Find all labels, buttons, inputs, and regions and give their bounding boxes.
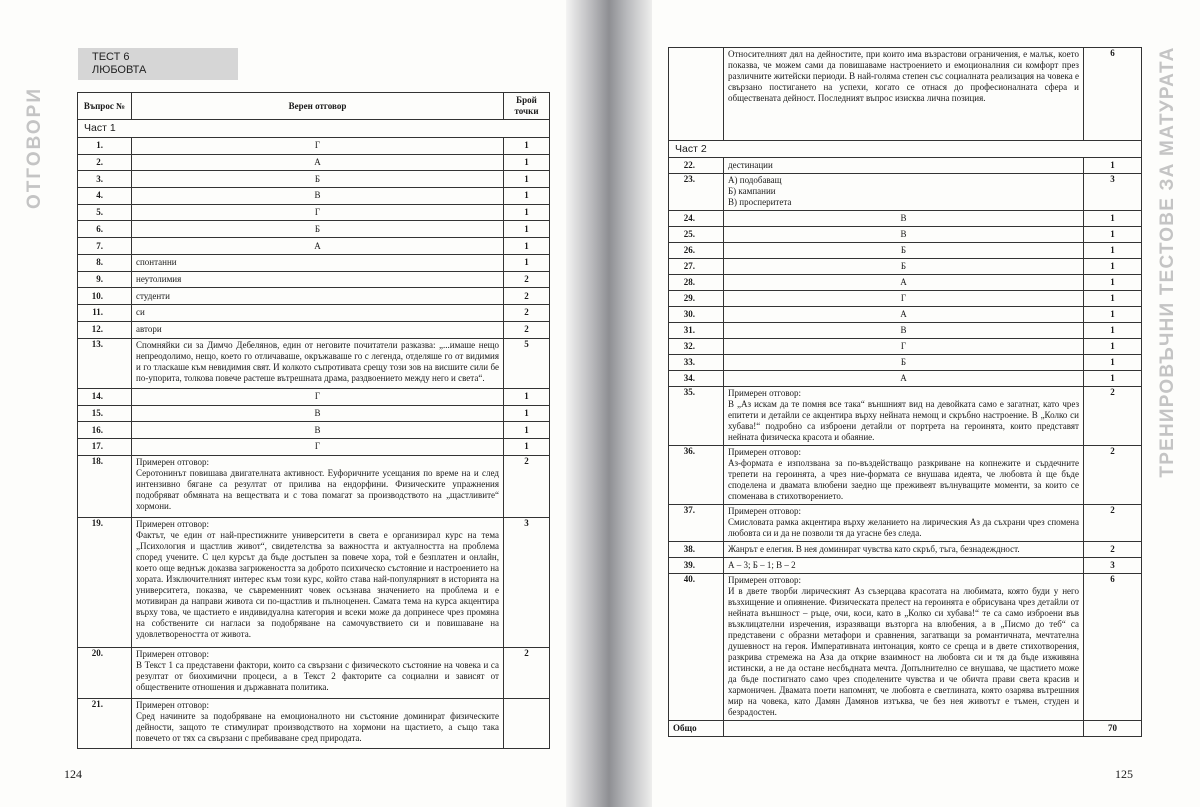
answer-text: Г [724, 291, 1084, 307]
answer-row [78, 388, 550, 405]
question-number: 31. [669, 323, 724, 339]
answer-lead: Примерен отговор: [728, 506, 802, 516]
answer-row [78, 321, 550, 338]
answer-row [78, 137, 550, 154]
question-number: 2. [78, 154, 132, 171]
answer-text [724, 446, 1084, 505]
part2-label: Част 2 [669, 141, 1142, 158]
answer-text: В [132, 405, 504, 422]
answer-text: Г [724, 339, 1084, 355]
total-row [669, 721, 1142, 737]
answer-lead: Примерен отговор: [136, 456, 210, 467]
answer-text: студенти [132, 288, 504, 305]
points-value: 1 [504, 204, 550, 221]
total-points: 70 [1084, 721, 1142, 737]
points-value: 3 [1084, 558, 1142, 574]
answer-row [78, 305, 550, 322]
points-value: 5 [504, 338, 550, 388]
points-value: 1 [1084, 211, 1142, 227]
page-number-right: 125 [1115, 767, 1133, 781]
points-value: 2 [1084, 387, 1142, 446]
answer-text: Б [132, 221, 504, 238]
answer-row [78, 238, 550, 255]
side-label-answers: ОТГОВОРИ [24, 86, 45, 210]
answer-text: неутолимия [132, 271, 504, 288]
question-number: 38. [669, 542, 724, 558]
question-number: 9. [78, 271, 132, 288]
question-number: 27. [669, 259, 724, 275]
points-value [504, 698, 550, 748]
answer-row [669, 323, 1142, 339]
total-label: Общо [669, 721, 724, 737]
points-value: 1 [504, 187, 550, 204]
points-value: 1 [504, 388, 550, 405]
answer-body: Сред начините за подобряване на емоционалното ни състояние доминират физическите дейности, защото те стимулират производството на хормони на щастието, а също така повечето от тях са свързани с пребиваване сред природата. [136, 710, 499, 743]
question-number: 16. [78, 422, 132, 439]
points-value: 1 [504, 137, 550, 154]
answer-row [669, 291, 1142, 307]
points-value: 1 [1084, 323, 1142, 339]
question-number: 35. [669, 387, 724, 446]
answer-row [669, 542, 1142, 558]
question-number: 15. [78, 405, 132, 422]
question-number: 11. [78, 305, 132, 322]
answer-row [669, 339, 1142, 355]
answer-text [132, 517, 504, 648]
answer-row [669, 259, 1142, 275]
part1-label: Част 1 [78, 120, 550, 138]
question-number: 13. [78, 338, 132, 388]
answer-row [669, 243, 1142, 259]
points-value: 2 [504, 288, 550, 305]
question-number: 4. [78, 187, 132, 204]
points-value: 1 [504, 254, 550, 271]
points-value: 1 [1084, 243, 1142, 259]
question-number: 36. [669, 446, 724, 505]
answer-row [78, 204, 550, 221]
question-number: 23. [669, 174, 724, 211]
points-value: 2 [504, 455, 550, 517]
test-subtitle: ЛЮБОВТА [92, 64, 147, 76]
question-number: 1. [78, 137, 132, 154]
answer-lead: Примерен отговор: [136, 699, 210, 710]
answer-body: В Текст 1 са представени фактори, които са свързани с физическото състояние на човека и са резултат от биохимични процеси, а в Текст 2 факторите са социални и зависят от обществените отношения и държавната политика. [136, 660, 499, 693]
answer-row [669, 355, 1142, 371]
answer-text [724, 505, 1084, 542]
answer-row [78, 221, 550, 238]
header-points: Брой точки [504, 93, 550, 120]
answer-text: А – 3; Б – 1; В – 2 [724, 558, 1084, 574]
answer-row [78, 698, 550, 748]
points-value: 1 [504, 238, 550, 255]
answer-lead: Примерен отговор: [728, 575, 802, 585]
answer-text: А [724, 307, 1084, 323]
question-number: 34. [669, 371, 724, 387]
answer-row [78, 154, 550, 171]
points-value: 2 [504, 648, 550, 698]
question-number: 25. [669, 227, 724, 243]
answer-body: А) подобаващ Б) кампании В) просперитета [728, 175, 792, 207]
header-question: Въпрос № [78, 93, 132, 120]
answer-row [78, 338, 550, 388]
answer-text [132, 698, 504, 748]
answer-text: си [132, 305, 504, 322]
answer-lead: Примерен отговор: [136, 649, 210, 660]
answer-text: спонтанни [132, 254, 504, 271]
points-value: 1 [1084, 291, 1142, 307]
points-value: 1 [1084, 339, 1142, 355]
answer-row [78, 422, 550, 439]
answer-text [724, 174, 1084, 211]
answer-text [132, 455, 504, 517]
points-value: 1 [504, 439, 550, 456]
question-number: 8. [78, 254, 132, 271]
answer-text: Г [132, 439, 504, 456]
answer-row [78, 187, 550, 204]
page-number-left: 124 [64, 767, 82, 781]
side-label-practice-tests: ТРЕНИРОВЪЧНИ ТЕСТОВЕ ЗА МАТУРАТА [1157, 46, 1178, 478]
answer-text [132, 338, 504, 388]
answer-row [78, 254, 550, 271]
answer-text: В [724, 211, 1084, 227]
answer-text: Б [724, 259, 1084, 275]
points-value: 1 [1084, 275, 1142, 291]
points-value: 1 [1084, 355, 1142, 371]
points-value: 2 [504, 271, 550, 288]
question-number: 18. [78, 455, 132, 517]
question-number: 29. [669, 291, 724, 307]
question-number: 21. [78, 698, 132, 748]
question-number: 32. [669, 339, 724, 355]
points-value: 1 [1084, 371, 1142, 387]
answer-row [669, 174, 1142, 211]
question-number: 39. [669, 558, 724, 574]
answer-lead: Примерен отговор: [728, 388, 802, 398]
points-value: 1 [504, 422, 550, 439]
test-title-box [78, 48, 238, 80]
question-number: 33. [669, 355, 724, 371]
answer-text: В [724, 323, 1084, 339]
answer-body: Фактът, че един от най-престижните университети в света е организирал курс на тема „Психология и щастлив живот“, свидетелства за важността и актуалността на проблема според учените. С цел курсът да бъде достъпен за повече хора, той е безплатен и онлайн, което още веднъж доказва загрижеността за доброто психическо състояние и настроението на хората. Изключителният интерес към този курс, който става най-популярният в историята на университета, показва, че съвременният човек осъзнава значението на проблема и е мотивиран да направи живота си по-щастлив и пълноценен. Самата тема на курса акцентира върху това, че щастието е индивидуална категория и всеки може да допринесе чрез промяна на собствените си нагласи за подобряване на самочувствието си и повишаване на удовлетвореността от живота. [136, 529, 499, 639]
points-value: 1 [504, 171, 550, 188]
answer-text: В [724, 227, 1084, 243]
points-value: 1 [504, 405, 550, 422]
points-value: 1 [504, 221, 550, 238]
answer-text: Б [724, 243, 1084, 259]
question-number: 12. [78, 321, 132, 338]
answer-row [669, 446, 1142, 505]
answer-text: В [132, 422, 504, 439]
answer-text: Б [132, 171, 504, 188]
question-number: 7. [78, 238, 132, 255]
answer-text: Жанрът е елегия. В нея доминират чувства като скръб, тъга, безнадеждност. [724, 542, 1084, 558]
question-number: 6. [78, 221, 132, 238]
answers-table-left [77, 92, 550, 749]
answer-text: А [724, 275, 1084, 291]
answer-text: А [132, 238, 504, 255]
answer-row [78, 405, 550, 422]
answer-row [78, 648, 550, 698]
question-number: 40. [669, 574, 724, 721]
points-value: 2 [504, 321, 550, 338]
question-number: 24. [669, 211, 724, 227]
answer-row [78, 171, 550, 188]
answer-body: И в двете творби лирическият Аз съзерцава красотата на любимата, която буди у него възхищение и опиянение. Физическата прелест на героинята е обрисувана чрез детайли от нейната външност – ръце, очи, коси, като в „Колко си хубава!“ те са само изброени във възклицателни изречения, изразяващи възторга на влюбения, а в „Писмо до теб“ са представени с образни метафори и сравнения, загатващи за романтичната, мечтателна душевност на героя. Императивната интонация, която се среща и в двете стихотворения, разкрива стремежа на Аза да открие взаимност на любовта си и тя да бъде изживяна истински, а не да остане несбъдната мечта. Допълнително се внушава, че щастието може да бъде постигнато само чрез споделените чувства и че обичта прави света красив и хармоничен. Двамата поети напомнят, че любовта е светлината, която озарява вътрешния мир на човека, като Дамян Дамянов изтъква, че без нея животът е тъмен, студен и безрадостен. [728, 586, 1079, 717]
points-value: 2 [1084, 542, 1142, 558]
answer-body: Смисловата рамка акцентира върху желанието на лирическия Аз да съхрани чрез спомена любовта си и да не позволи тя да угасне без следа. [728, 517, 1079, 538]
answer-text: Относителният дял на дейностите, при които има възрастови ограничения, е малък, което показва, че можем сами да повишаваме настроението и емоционалния си комфорт през различните житейски периоди. В най-голяма степен със социалната реализация на човека е свързано постигането на успехи, когато се отнася до професионалната сфера и обществената дейност. Последният въпрос изисква лична позиция. [724, 48, 1084, 141]
answer-text: Б [724, 355, 1084, 371]
answer-lead: Примерен отговор: [136, 518, 210, 529]
points-value: 2 [1084, 446, 1142, 505]
question-number: 28. [669, 275, 724, 291]
points-value: 3 [1084, 174, 1142, 211]
question-number: 10. [78, 288, 132, 305]
question-number: 5. [78, 204, 132, 221]
points-value: 1 [1084, 259, 1142, 275]
points-value: 6 [1084, 574, 1142, 721]
answer-row [669, 505, 1142, 542]
answer-row [669, 558, 1142, 574]
question-number: 26. [669, 243, 724, 259]
answer-row [669, 307, 1142, 323]
points-value: 1 [504, 154, 550, 171]
book-gutter [566, 0, 652, 807]
points-value: 1 [1084, 227, 1142, 243]
points-value: 1 [1084, 158, 1142, 174]
answer-row [78, 455, 550, 517]
answer-text: Г [132, 137, 504, 154]
question-number: 37. [669, 505, 724, 542]
answer-row [78, 288, 550, 305]
points-value: 2 [1084, 505, 1142, 542]
answer-text: дестинации [724, 158, 1084, 174]
answer-text [724, 574, 1084, 721]
answers-table-right [668, 47, 1142, 737]
answer-row [78, 439, 550, 456]
answer-body: В „Аз искам да те помня все така“ външният вид на девойката само е загатнат, като чрез епитети и детайли се акцентира върху нейната немощ и скръбно настроение. В „Колко си хубава!“ подробно са изброени детайли от портрета на героинята, които представят нейната физическа красота и обаяние. [728, 399, 1079, 442]
answer-text: В [132, 187, 504, 204]
answer-row [78, 517, 550, 648]
answer-text: Г [132, 388, 504, 405]
answer-body: Спомняйки си за Димчо Дебелянов, един от неговите почитатели разказва: „...имаше нещо непреодолимо, нещо, което го отличаваше, окръжаваше го с легенда, отделяше го от видимия и го тласкаше към невидимия свят. И колкото съпротивата срещу този зов на висшите сили бе по-упорита, толкова повече растеше вътрешната драма, раздвоението между него и света“. [136, 339, 499, 383]
question-number: 19. [78, 517, 132, 648]
answer-text: Г [132, 204, 504, 221]
question-number: 22. [669, 158, 724, 174]
test-title: ТЕСТ 6 [92, 51, 130, 63]
question-number [669, 48, 724, 141]
answer-text: автори [132, 321, 504, 338]
answer-lead: Примерен отговор: [728, 447, 802, 457]
question-number: 30. [669, 307, 724, 323]
answer-row [669, 275, 1142, 291]
question-number: 3. [78, 171, 132, 188]
answer-row [669, 227, 1142, 243]
answer-row [669, 574, 1142, 721]
points-value: 2 [504, 305, 550, 322]
question-number: 14. [78, 388, 132, 405]
answer-body: Аз-формата е използвана за по-въздействащо разкриване на копнежите и сърдечните трепети на героинята, а чрез ние-формата се внушава идеята, че любовта ѝ ще бъде споделена и двамата влюбени заедно ще преживеят вълнуващите моменти, за които се споменава в стихотворението. [728, 458, 1079, 501]
points-value: 6 [1084, 48, 1142, 141]
header-answer: Верен отговор [132, 93, 504, 120]
answer-text: А [724, 371, 1084, 387]
points-value: 3 [504, 517, 550, 648]
answer-row [669, 387, 1142, 446]
total-empty [724, 721, 1084, 737]
continuation-row [669, 48, 1142, 141]
answer-text [724, 387, 1084, 446]
answer-row [78, 271, 550, 288]
answer-text: А [132, 154, 504, 171]
answer-row [669, 158, 1142, 174]
answer-row [669, 371, 1142, 387]
question-number: 20. [78, 648, 132, 698]
answer-text [132, 648, 504, 698]
points-value: 1 [1084, 307, 1142, 323]
answer-row [669, 211, 1142, 227]
answer-body: Серотонинът повишава двигателната активност. Еуфоричните усещания по време на и след интензивно бягане са резултат от прилива на ендорфини. Физическите упражнения подобряват обмяната на веществата и с това помагат за производството на „щастливите“ хормони. [136, 467, 499, 511]
question-number: 17. [78, 439, 132, 456]
